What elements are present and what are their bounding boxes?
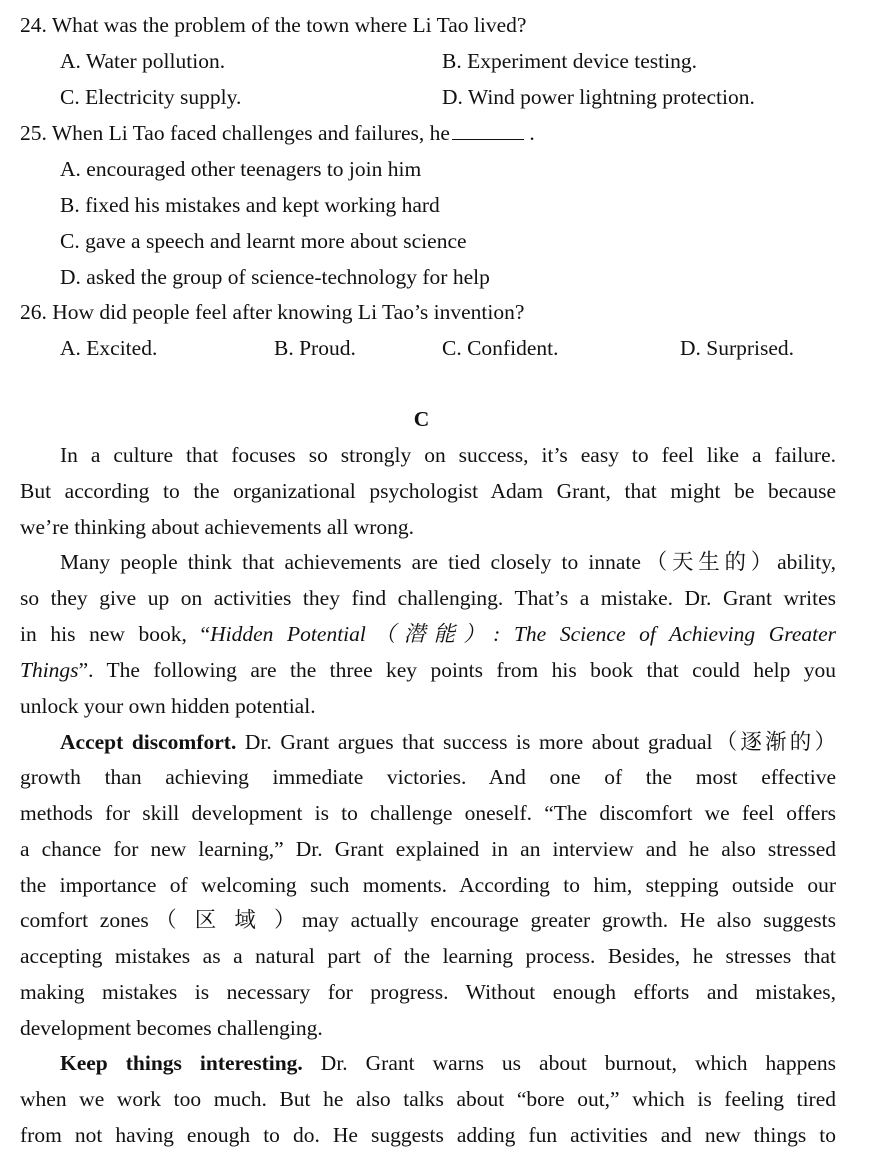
- p3-line-3: methods for skill development is to challenge oneself. “The discomfort we feel offers: [20, 801, 836, 825]
- question-text: When Li Tao faced challenges and failures, he: [51, 121, 450, 145]
- question-24-stem: [20, 12, 526, 38]
- q24-option-d: D. Wind power lightning protection.: [442, 85, 755, 109]
- p2-line-1: Many people think that achievements are tied closely to innate（天生的）ability,: [60, 550, 836, 574]
- text-run: Dr. Grant argues that success is more about gradual（逐渐的）: [236, 730, 836, 754]
- p1-line-3: we’re thinking about achievements all wrong.: [20, 515, 415, 539]
- p4-line-3: from not having enough to do. He suggests adding fun activities and new things to: [20, 1123, 836, 1147]
- q24-option-a: A. Water pollution.: [60, 49, 226, 73]
- question-26-stem: [20, 299, 524, 325]
- text-run: in his new book, “: [20, 622, 211, 646]
- p1-line-2: But according to the organizational psychologist Adam Grant, that might be because: [20, 479, 836, 503]
- q25-option-c: C. gave a speech and learnt more about science: [60, 229, 467, 253]
- p3-line-6: comfort zones（ 区 域 ）may actually encourage greater growth. He also suggests: [20, 908, 836, 932]
- book-title: Hidden Potential（潜能）: The Science of Achieving Greater: [210, 622, 836, 646]
- question-number: 24.: [20, 13, 47, 37]
- q26-option-a: A. Excited.: [60, 336, 158, 360]
- p3-line-2: growth than achieving immediate victories. And one of the most effective: [20, 765, 836, 789]
- p3-line-7: accepting mistakes as a natural part of the learning process. Besides, he stresses that: [20, 944, 836, 968]
- q24-option-b: B. Experiment device testing.: [442, 49, 697, 73]
- q26-option-c: C. Confident.: [442, 336, 559, 360]
- p3-line-5: the importance of welcoming such moments. According to him, stepping outside our: [20, 873, 836, 897]
- q24-option-c: C. Electricity supply.: [60, 85, 242, 109]
- p3-line-4: a chance for new learning,” Dr. Grant explained in an interview and he also stressed: [20, 837, 836, 861]
- p2-line-4: [20, 657, 836, 683]
- question-number: 25.: [20, 121, 47, 145]
- q25-option-d: D. asked the group of science-technology for help: [60, 265, 490, 289]
- question-text: What was the problem of the town where Li Tao lived?: [51, 13, 527, 37]
- question-text-end: .: [529, 121, 535, 145]
- p3-line-9: development becomes challenging.: [20, 1016, 323, 1040]
- p3-line-1: [60, 729, 836, 755]
- book-title-end: Things: [20, 658, 79, 682]
- p2-line-3: [20, 621, 836, 647]
- question-text: How did people feel after knowing Li Tao’s invention?: [52, 300, 525, 324]
- subheading-accept-discomfort: Accept discomfort.: [60, 730, 237, 754]
- p2-line-2: so they give up on activities they find challenging. That’s a mistake. Dr. Grant writes: [20, 586, 836, 610]
- answer-blank: [452, 121, 524, 140]
- subheading-keep-things-interesting: Keep things interesting.: [60, 1051, 303, 1075]
- p2-line-5: unlock your own hidden potential.: [20, 694, 316, 718]
- section-heading: C: [413, 407, 430, 431]
- p1-line-1: In a culture that focuses so strongly on success, it’s easy to feel like a failure.: [60, 443, 836, 467]
- q26-option-d: D. Surprised.: [680, 336, 795, 360]
- text-run: ”. The following are the three key points from his book that could help you: [78, 658, 836, 682]
- q26-option-b: B. Proud.: [274, 336, 356, 360]
- p4-line-1: [60, 1050, 836, 1076]
- question-number: 26.: [20, 300, 47, 324]
- question-25-stem: [20, 120, 535, 146]
- q25-option-b: B. fixed his mistakes and kept working hard: [60, 193, 440, 217]
- p3-line-8: making mistakes is necessary for progress. Without enough efforts and mistakes,: [20, 980, 836, 1004]
- p4-line-2: when we work too much. But he also talks about “bore out,” which is feeling tired: [20, 1087, 836, 1111]
- text-run: Dr. Grant warns us about burnout, which happens: [302, 1051, 836, 1075]
- q25-option-a: A. encouraged other teenagers to join him: [60, 157, 422, 181]
